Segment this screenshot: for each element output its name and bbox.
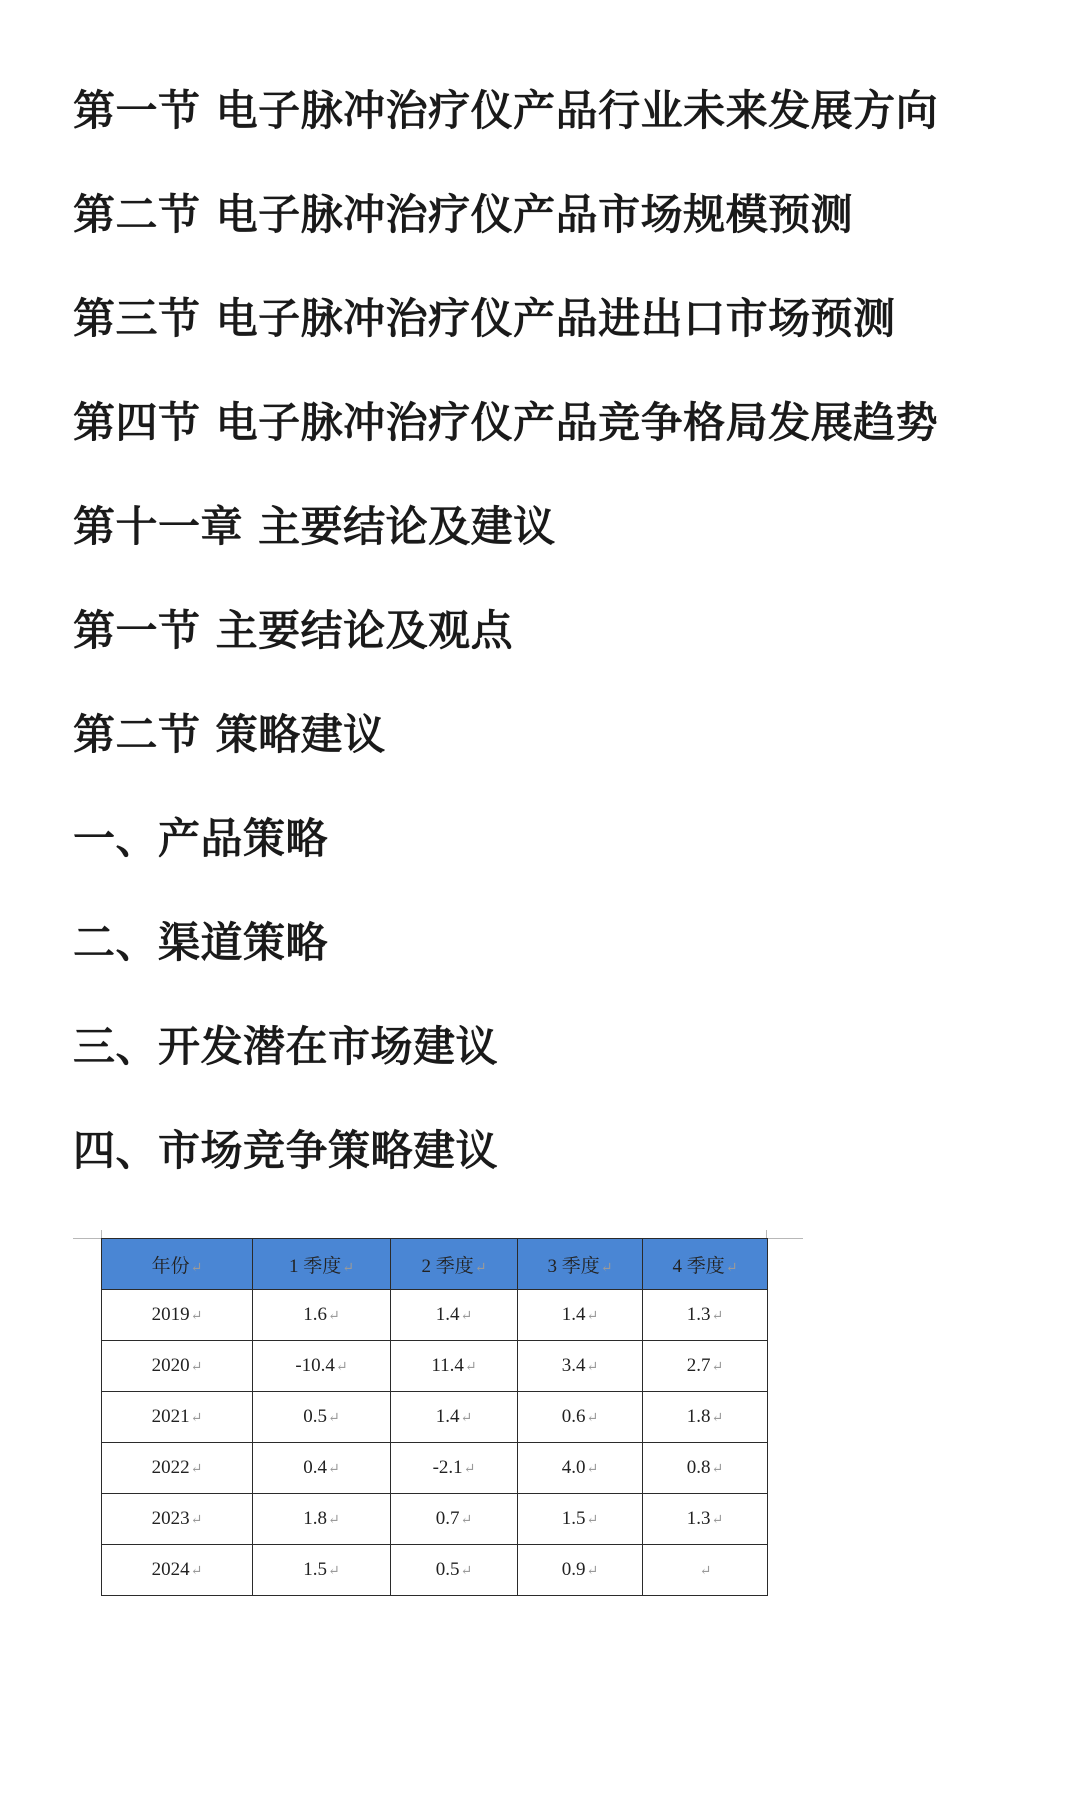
paragraph-mark-icon: ↵ — [190, 1360, 203, 1375]
paragraph-mark-icon: ↵ — [474, 1260, 487, 1276]
cell-text: 2024 — [151, 1559, 190, 1580]
paragraph-mark-icon: ↵ — [725, 1260, 738, 1276]
cell-text: 年份 — [151, 1255, 190, 1277]
table-cell — [391, 1545, 518, 1596]
paragraph-mark-icon: ↵ — [711, 1411, 724, 1426]
paragraph-mark-icon: ↵ — [711, 1309, 724, 1324]
cell-text: 2022 — [151, 1457, 190, 1478]
paragraph-mark-icon: ↵ — [586, 1309, 599, 1324]
paragraph-mark-icon: ↵ — [464, 1360, 477, 1375]
table-cell — [518, 1494, 643, 1545]
table-cell — [643, 1392, 768, 1443]
toc-item-channel-strategy: 二、渠道策略 — [73, 918, 329, 967]
paragraph-mark-icon: ↵ — [460, 1411, 473, 1426]
table-cell — [391, 1392, 518, 1443]
toc-section-3-import-export-forecast: 第三节 电子脉冲治疗仪产品进出口市场预测 — [73, 294, 896, 343]
paragraph-mark-icon: ↵ — [463, 1462, 476, 1477]
cell-text: -2.1 — [432, 1457, 463, 1478]
paragraph-mark-icon: ↵ — [699, 1564, 712, 1579]
table-cell — [518, 1392, 643, 1443]
toc-section-2-market-size-forecast: 第二节 电子脉冲治疗仪产品市场规模预测 — [73, 190, 854, 239]
table-cell — [253, 1494, 391, 1545]
table-header-cell — [253, 1239, 391, 1290]
paragraph-mark-icon: ↵ — [328, 1462, 340, 1477]
table-cell — [391, 1494, 518, 1545]
table-cell — [253, 1341, 391, 1392]
table-cell — [102, 1341, 253, 1392]
table-cell — [643, 1494, 768, 1545]
toc-section-4-competition-trend: 第四节 电子脉冲治疗仪产品竞争格局发展趋势 — [73, 398, 939, 447]
table-cell — [643, 1341, 768, 1392]
cell-text: 0.8 — [686, 1457, 711, 1478]
paragraph-mark-icon: ↵ — [328, 1564, 340, 1579]
cell-text: 3.4 — [561, 1355, 586, 1376]
paragraph-mark-icon: ↵ — [600, 1260, 613, 1276]
cell-text: 3 季度 — [547, 1255, 600, 1277]
table-cell — [391, 1341, 518, 1392]
paragraph-mark-icon: ↵ — [460, 1309, 473, 1324]
table-cell — [391, 1290, 518, 1341]
table-cell — [518, 1443, 643, 1494]
table-body — [102, 1290, 768, 1596]
table-row — [102, 1392, 768, 1443]
table-cell — [643, 1545, 768, 1596]
cell-text: 2 季度 — [421, 1255, 474, 1277]
table-header-row — [102, 1239, 768, 1290]
cell-text: 2021 — [151, 1406, 190, 1427]
paragraph-mark-icon: ↵ — [586, 1411, 599, 1426]
table-cell — [102, 1290, 253, 1341]
table-cell — [518, 1290, 643, 1341]
table-cell — [518, 1341, 643, 1392]
cell-text: 2020 — [151, 1355, 190, 1376]
cell-text: 1.4 — [561, 1304, 586, 1325]
cell-text: 0.7 — [435, 1508, 460, 1529]
table-header-cell — [643, 1239, 768, 1290]
cell-text: 4 季度 — [672, 1255, 725, 1277]
paragraph-mark-icon: ↵ — [190, 1564, 203, 1579]
cell-text: -10.4 — [295, 1355, 335, 1376]
paragraph-mark-icon: ↵ — [190, 1260, 203, 1276]
table-row — [102, 1494, 768, 1545]
cell-text: 2.7 — [686, 1355, 711, 1376]
cell-text: 1.5 — [561, 1508, 586, 1529]
table-cell — [102, 1443, 253, 1494]
cell-text: 4.0 — [561, 1457, 586, 1478]
table-cell — [253, 1290, 391, 1341]
table-row — [102, 1341, 768, 1392]
cell-text: 1.4 — [435, 1304, 460, 1325]
cell-text: 1.4 — [435, 1406, 460, 1427]
toc-section-2-strategy-suggestions: 第二节 策略建议 — [73, 710, 386, 759]
cell-text: 0.5 — [435, 1559, 460, 1580]
paragraph-mark-icon: ↵ — [711, 1360, 724, 1375]
table-cell — [643, 1443, 768, 1494]
cell-text: 0.4 — [303, 1457, 327, 1478]
table-cell — [253, 1545, 391, 1596]
paragraph-mark-icon: ↵ — [328, 1411, 340, 1426]
table-of-contents — [73, 76, 1053, 1220]
cell-text: 2019 — [151, 1304, 190, 1325]
paragraph-mark-icon: ↵ — [586, 1360, 599, 1375]
table-row — [102, 1290, 768, 1341]
cell-text: 1.3 — [686, 1508, 711, 1529]
toc-item-product-strategy: 一、产品策略 — [73, 814, 329, 863]
paragraph-mark-icon: ↵ — [190, 1513, 203, 1528]
cell-text: 2023 — [151, 1508, 190, 1529]
table-row — [102, 1545, 768, 1596]
paragraph-mark-icon: ↵ — [711, 1513, 724, 1528]
paragraph-mark-icon: ↵ — [190, 1309, 203, 1324]
toc-item-competition-strategy: 四、市场竞争策略建议 — [73, 1126, 499, 1175]
table-cell — [253, 1392, 391, 1443]
cell-text: 1.3 — [686, 1304, 711, 1325]
table-header-cell — [518, 1239, 643, 1290]
cell-text: 1.8 — [686, 1406, 711, 1427]
toc-chapter-11-conclusions: 第十一章 主要结论及建议 — [73, 502, 556, 551]
paragraph-mark-icon: ↵ — [586, 1564, 599, 1579]
table-cell — [102, 1494, 253, 1545]
quarterly-data-table — [101, 1238, 768, 1596]
table-header-cell — [102, 1239, 253, 1290]
paragraph-mark-icon: ↵ — [460, 1513, 473, 1528]
paragraph-mark-icon: ↵ — [711, 1462, 724, 1477]
table-cell — [518, 1545, 643, 1596]
cell-text: 1.5 — [303, 1559, 327, 1580]
paragraph-mark-icon: ↵ — [190, 1411, 203, 1426]
paragraph-mark-icon: ↵ — [328, 1513, 340, 1528]
table-cell — [102, 1545, 253, 1596]
cell-text: 1 季度 — [289, 1255, 342, 1277]
cell-text: 1.6 — [303, 1304, 327, 1325]
paragraph-mark-icon: ↵ — [586, 1462, 599, 1477]
table-row — [102, 1443, 768, 1494]
paragraph-mark-icon: ↵ — [460, 1564, 473, 1579]
paragraph-mark-icon: ↵ — [342, 1260, 354, 1276]
cell-text: 0.9 — [561, 1559, 586, 1580]
cell-text: 0.5 — [303, 1406, 327, 1427]
paragraph-mark-icon: ↵ — [190, 1462, 203, 1477]
table-cell — [102, 1392, 253, 1443]
toc-section-1-main-conclusions: 第一节 主要结论及观点 — [73, 606, 514, 655]
table-cell — [391, 1443, 518, 1494]
toc-item-potential-market: 三、开发潜在市场建议 — [73, 1022, 499, 1071]
cell-text: 11.4 — [431, 1355, 464, 1376]
cell-text: 1.8 — [303, 1508, 327, 1529]
table-cell — [253, 1443, 391, 1494]
paragraph-mark-icon: ↵ — [328, 1309, 340, 1324]
paragraph-mark-icon: ↵ — [335, 1360, 348, 1375]
table-cell — [643, 1290, 768, 1341]
paragraph-mark-icon: ↵ — [586, 1513, 599, 1528]
table-header-cell — [391, 1239, 518, 1290]
cell-text: 0.6 — [561, 1406, 586, 1427]
toc-section-1-future-direction: 第一节 电子脉冲治疗仪产品行业未来发展方向 — [73, 86, 939, 135]
